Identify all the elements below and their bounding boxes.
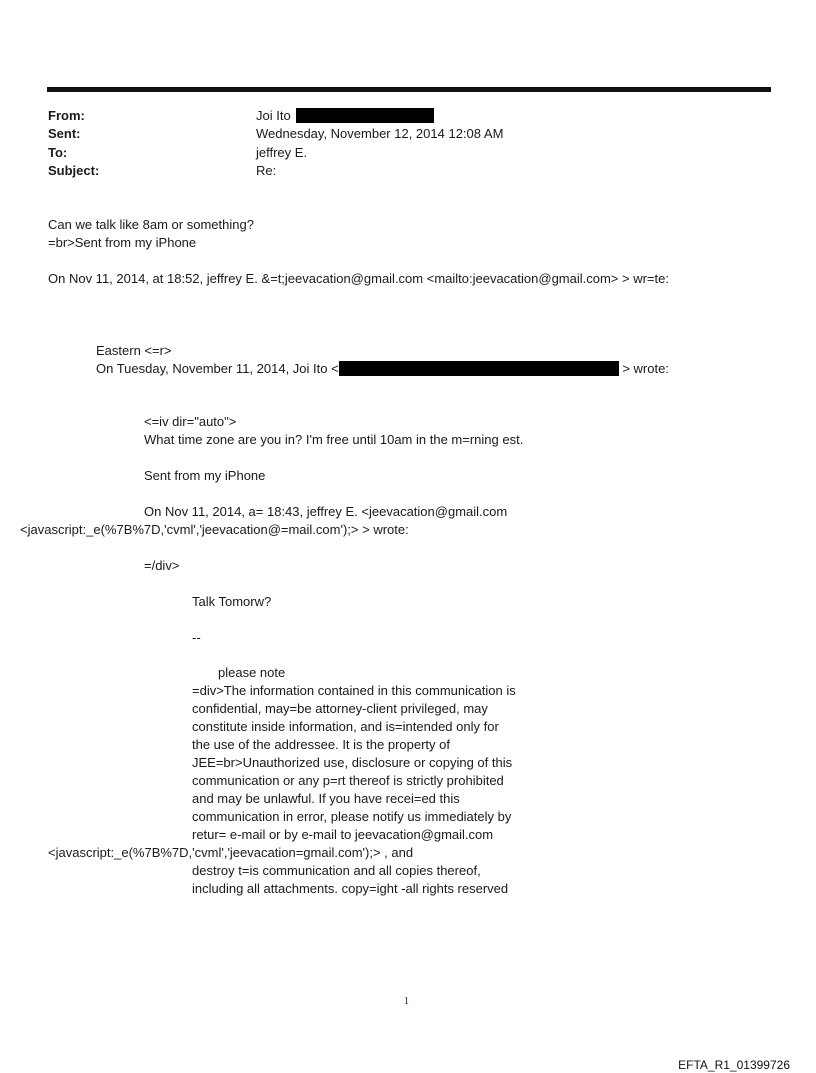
body-line: Sent from my iPhone <box>144 468 266 483</box>
subject-label: Subject: <box>48 163 100 178</box>
disclaimer-line: including all attachments. copy=ight -all rights reserved <box>192 881 509 896</box>
header-rule <box>47 87 771 92</box>
redaction-box <box>296 108 434 123</box>
disclaimer-line: communication in error, please notify us immediately by <box>192 809 512 824</box>
to-label: To: <box>48 145 68 160</box>
disclaimer-line: confidential, may=be attorney-client privileged, may <box>192 701 488 716</box>
sent-label: Sent: <box>48 126 81 141</box>
body-line: <=iv dir="auto"> <box>144 414 237 429</box>
disclaimer-line: the use of the addressee. It is the property of <box>192 737 450 752</box>
from-name: Joi Ito <box>256 108 291 123</box>
body-line: Can we talk like 8am or something? <box>48 217 254 232</box>
body-line: Talk Tomorw? <box>192 594 272 609</box>
from-value <box>256 108 434 123</box>
quote-header-line: On Nov 11, 2014, at 18:52, jeffrey E. &=t;jeevacation@gmail.com <mailto:jeevacation@gmail.com> > wr=te: <box>48 271 669 286</box>
disclaimer-line: JEE=br>Unauthorized use, disclosure or copying of this <box>192 755 513 770</box>
disclaimer-line: please note <box>218 665 286 680</box>
disclaimer-line: and may be unlawful. If you have recei=ed this <box>192 791 460 806</box>
disclaimer-line: <javascript:_e(%7B%7D,'cvml','jeevacation=gmail.com');> , and <box>48 845 414 860</box>
sent-value: Wednesday, November 12, 2014 12:08 AM <box>256 126 504 141</box>
body-line: =br>Sent from my iPhone <box>48 235 197 250</box>
disclaimer-line: constitute inside information, and is=intended only for <box>192 719 499 734</box>
quote-header-line: <javascript:_e(%7B%7D,'cvml','jeevacation@=mail.com');> > wrote: <box>20 522 409 537</box>
page-number: 1 <box>404 996 409 1007</box>
quote-header-line: On Nov 11, 2014, a= 18:43, jeffrey E. <jeevacation@gmail.com <box>144 504 508 519</box>
quote-header-text: On Tuesday, November 11, 2014, Joi Ito < <box>96 361 339 376</box>
document-id: EFTA_R1_01399726 <box>678 1058 790 1072</box>
disclaimer-line: =div>The information contained in this communication is <box>192 683 516 698</box>
disclaimer-line: communication or any p=rt thereof is strictly prohibited <box>192 773 504 788</box>
to-value: jeffrey E. <box>256 145 308 160</box>
body-line: =/div> <box>144 558 180 573</box>
body-line: Eastern <=r> <box>96 343 172 358</box>
redaction-box <box>339 361 619 376</box>
subject-value: Re: <box>256 163 277 178</box>
quote-header-tail: > wrote: <box>622 361 669 376</box>
disclaimer-line: destroy t=is communication and all copies thereof, <box>192 863 481 878</box>
signature-separator: -- <box>192 630 201 645</box>
body-line: What time zone are you in? I'm free until 10am in the m=rning est. <box>144 432 524 447</box>
quote-header-line <box>96 360 669 378</box>
from-label: From: <box>48 108 85 123</box>
disclaimer-line: retur= e-mail or by e-mail to jeevacation@gmail.com <box>192 827 494 842</box>
